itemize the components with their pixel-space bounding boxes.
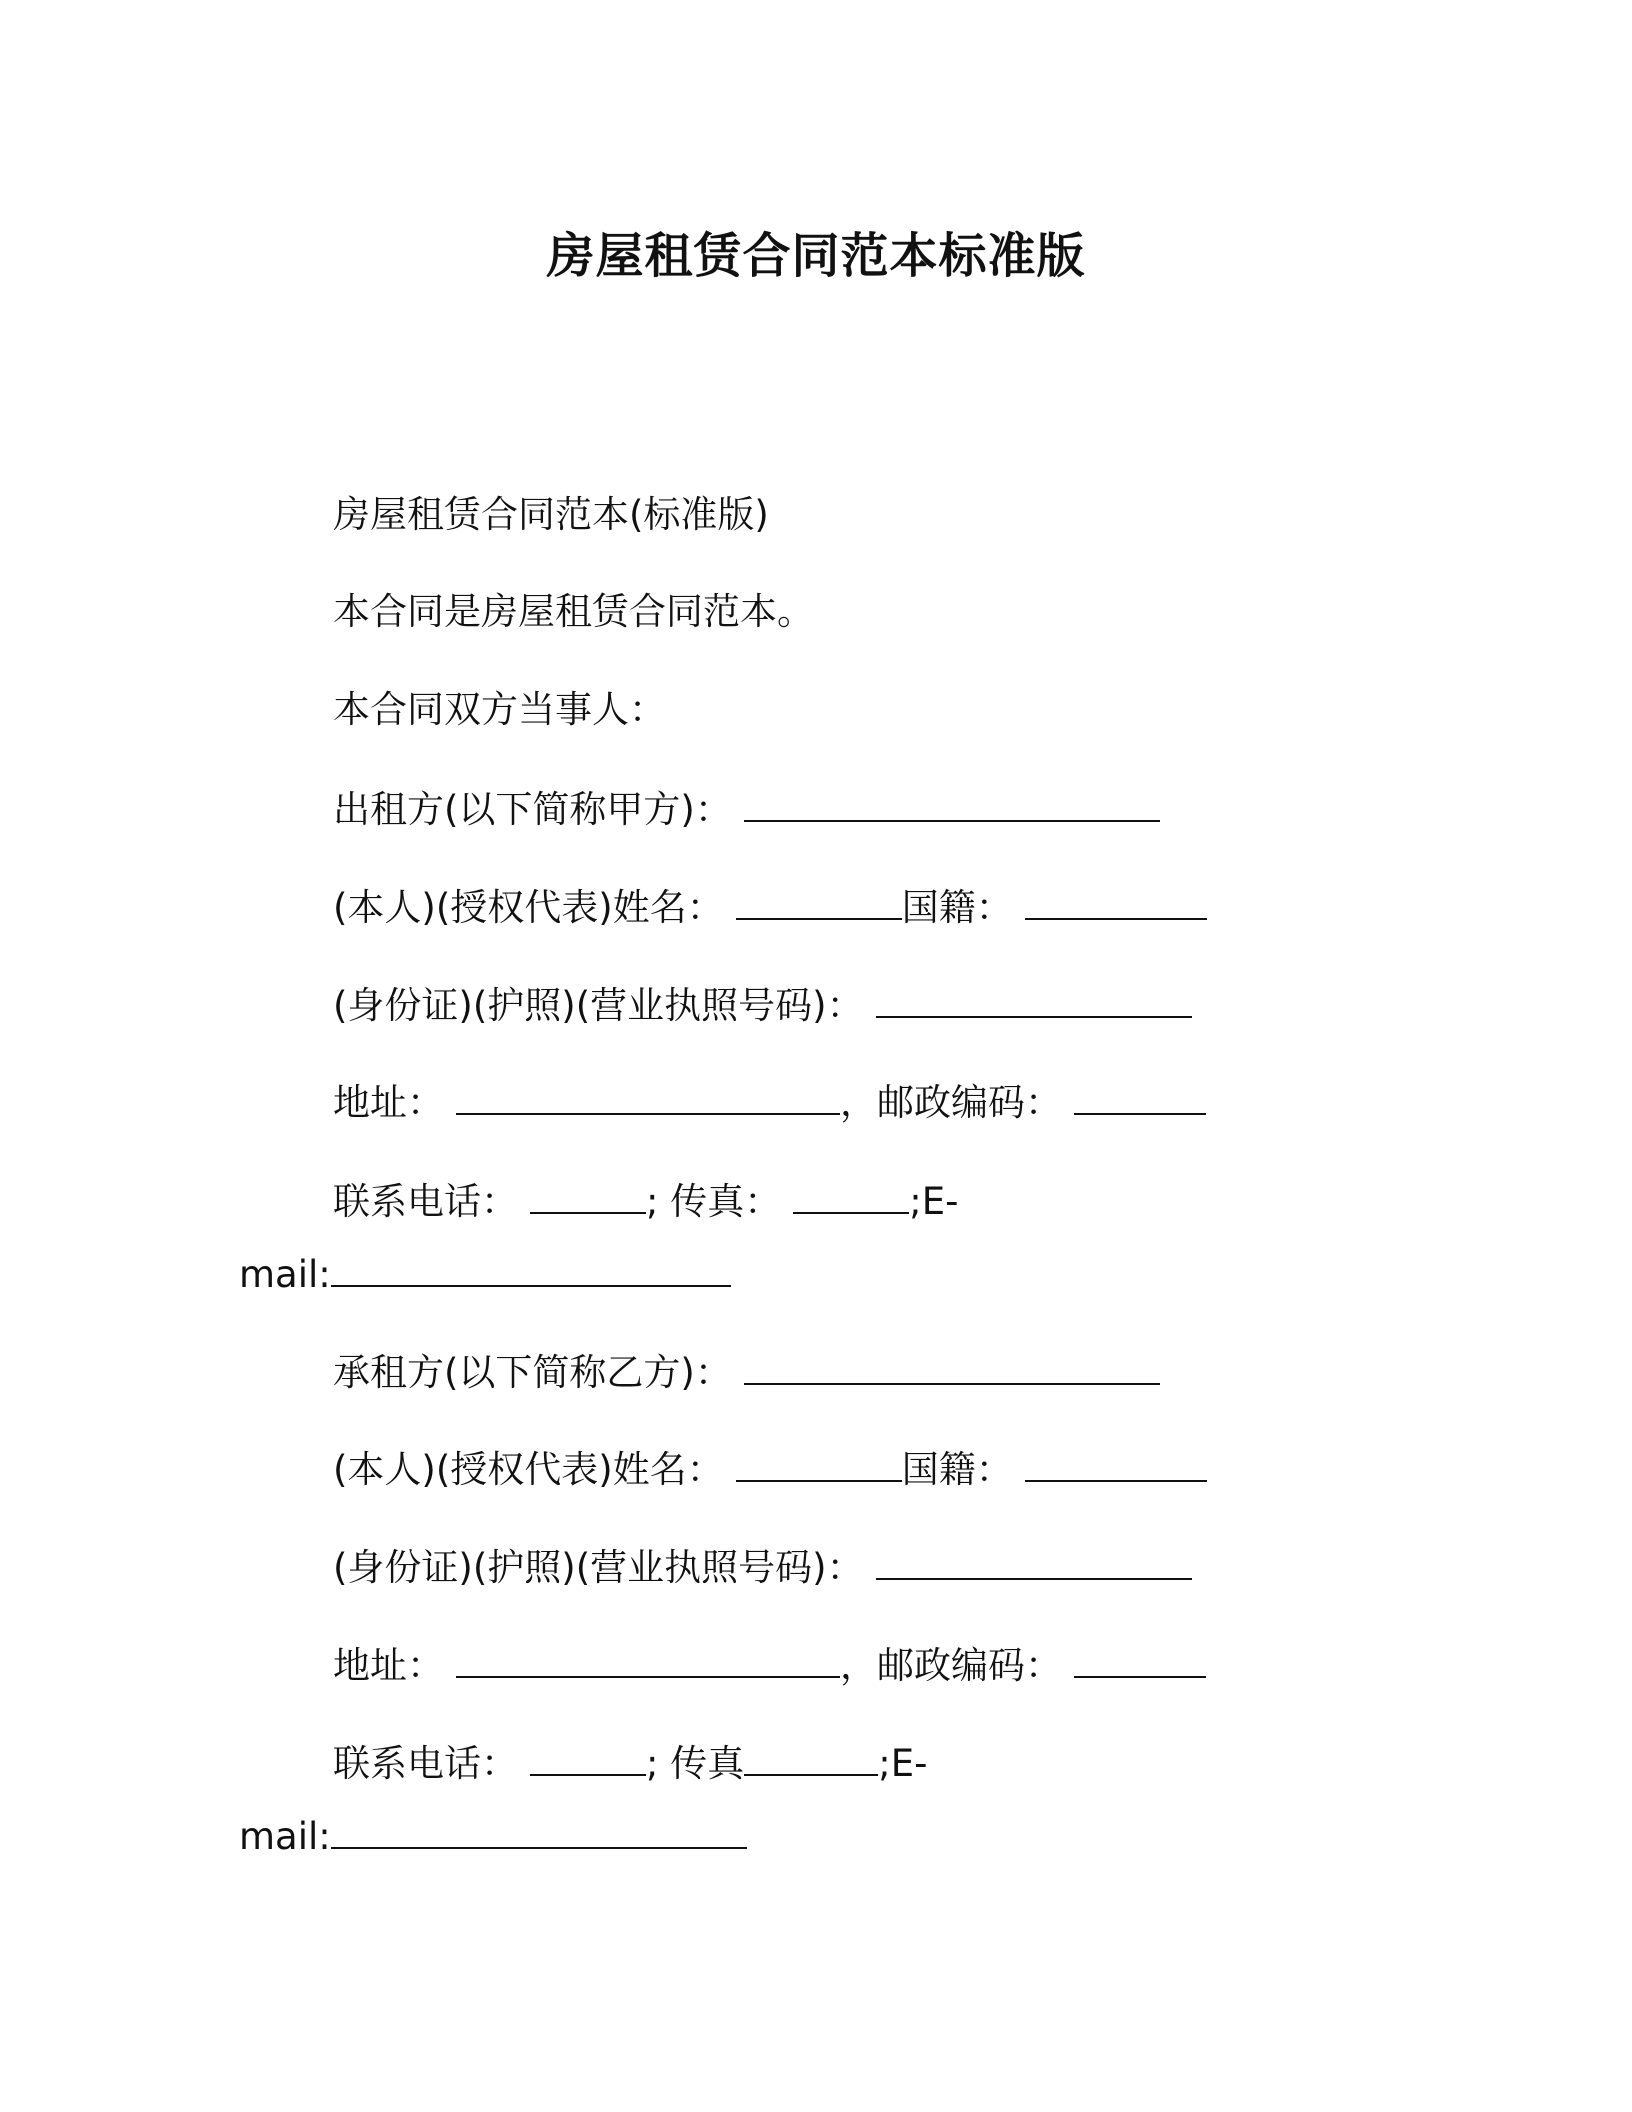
lessor-address-label: 地址：: [333, 1081, 444, 1124]
intro-line-1: 房屋租赁合同范本(标准版): [333, 493, 769, 536]
lessee-id-row: [333, 1544, 1192, 1590]
lessor-phone-blank[interactable]: [530, 1178, 646, 1214]
lessor-address-row: [333, 1079, 1206, 1125]
lessor-party-label: 出租方(以下简称甲方)：: [333, 788, 732, 831]
intro-line-2: 本合同是房屋租赁合同范本。: [333, 590, 814, 633]
lessor-name-blank[interactable]: [736, 884, 902, 920]
lessee-email-row: [239, 1813, 747, 1859]
lessor-email-label: mail:: [239, 1253, 331, 1296]
lessee-name-blank[interactable]: [736, 1446, 902, 1482]
lessee-id-blank[interactable]: [876, 1544, 1192, 1580]
lessor-address-blank[interactable]: [456, 1079, 840, 1115]
lessor-fax-blank[interactable]: [793, 1178, 909, 1214]
lessor-postcode-blank[interactable]: [1074, 1079, 1206, 1115]
lessor-email-blank[interactable]: [331, 1251, 731, 1287]
lessor-id-label: (身份证)(护照)(营业执照号码)：: [333, 984, 864, 1027]
lessor-name-label: (本人)(授权代表)姓名：: [333, 886, 724, 929]
lessee-contact-row: [333, 1740, 927, 1786]
lessor-party-row: [333, 786, 1160, 832]
lessee-email-prefix: ;E-: [878, 1742, 928, 1785]
lessor-email-row: [239, 1251, 731, 1297]
lessor-party-blank[interactable]: [744, 786, 1160, 822]
lessor-contact-row: [333, 1178, 958, 1224]
lessee-party-blank[interactable]: [744, 1349, 1160, 1385]
lessee-address-label: 地址：: [333, 1644, 444, 1687]
document-title: 房屋租赁合同范本标准版: [546, 228, 1086, 284]
lessee-postcode-blank[interactable]: [1074, 1642, 1206, 1678]
lessee-fax-blank[interactable]: [744, 1740, 878, 1776]
lessor-phone-label: 联系电话：: [333, 1180, 518, 1223]
lessee-address-row: [333, 1642, 1206, 1688]
lessee-email-label: mail:: [239, 1815, 331, 1858]
lessee-fax-label: ; 传真: [646, 1742, 745, 1785]
lessee-postcode-label: ，邮政编码：: [840, 1644, 1062, 1687]
lessee-name-row: [333, 1446, 1207, 1492]
lessor-nationality-blank[interactable]: [1025, 884, 1207, 920]
lessor-id-row: [333, 982, 1192, 1028]
lessee-address-blank[interactable]: [456, 1642, 840, 1678]
intro-line-3: 本合同双方当事人：: [333, 688, 666, 731]
lessor-fax-label: ; 传真：: [646, 1180, 782, 1223]
lessee-nationality-label: 国籍：: [901, 1448, 1013, 1491]
lessor-postcode-label: ，邮政编码：: [840, 1081, 1062, 1124]
lessee-phone-blank[interactable]: [530, 1740, 646, 1776]
lessor-nationality-label: 国籍：: [901, 886, 1013, 929]
lessee-nationality-blank[interactable]: [1025, 1446, 1207, 1482]
lessor-name-row: [333, 884, 1207, 930]
lessee-phone-label: 联系电话：: [333, 1742, 518, 1785]
lessee-party-row: [333, 1349, 1160, 1395]
lessee-id-label: (身份证)(护照)(营业执照号码)：: [333, 1546, 864, 1589]
lessee-party-label: 承租方(以下简称乙方)：: [333, 1351, 732, 1394]
lessee-email-blank[interactable]: [331, 1813, 747, 1849]
lessor-email-prefix: ;E-: [909, 1180, 959, 1223]
lessor-id-blank[interactable]: [876, 982, 1192, 1018]
lessee-name-label: (本人)(授权代表)姓名：: [333, 1448, 724, 1491]
